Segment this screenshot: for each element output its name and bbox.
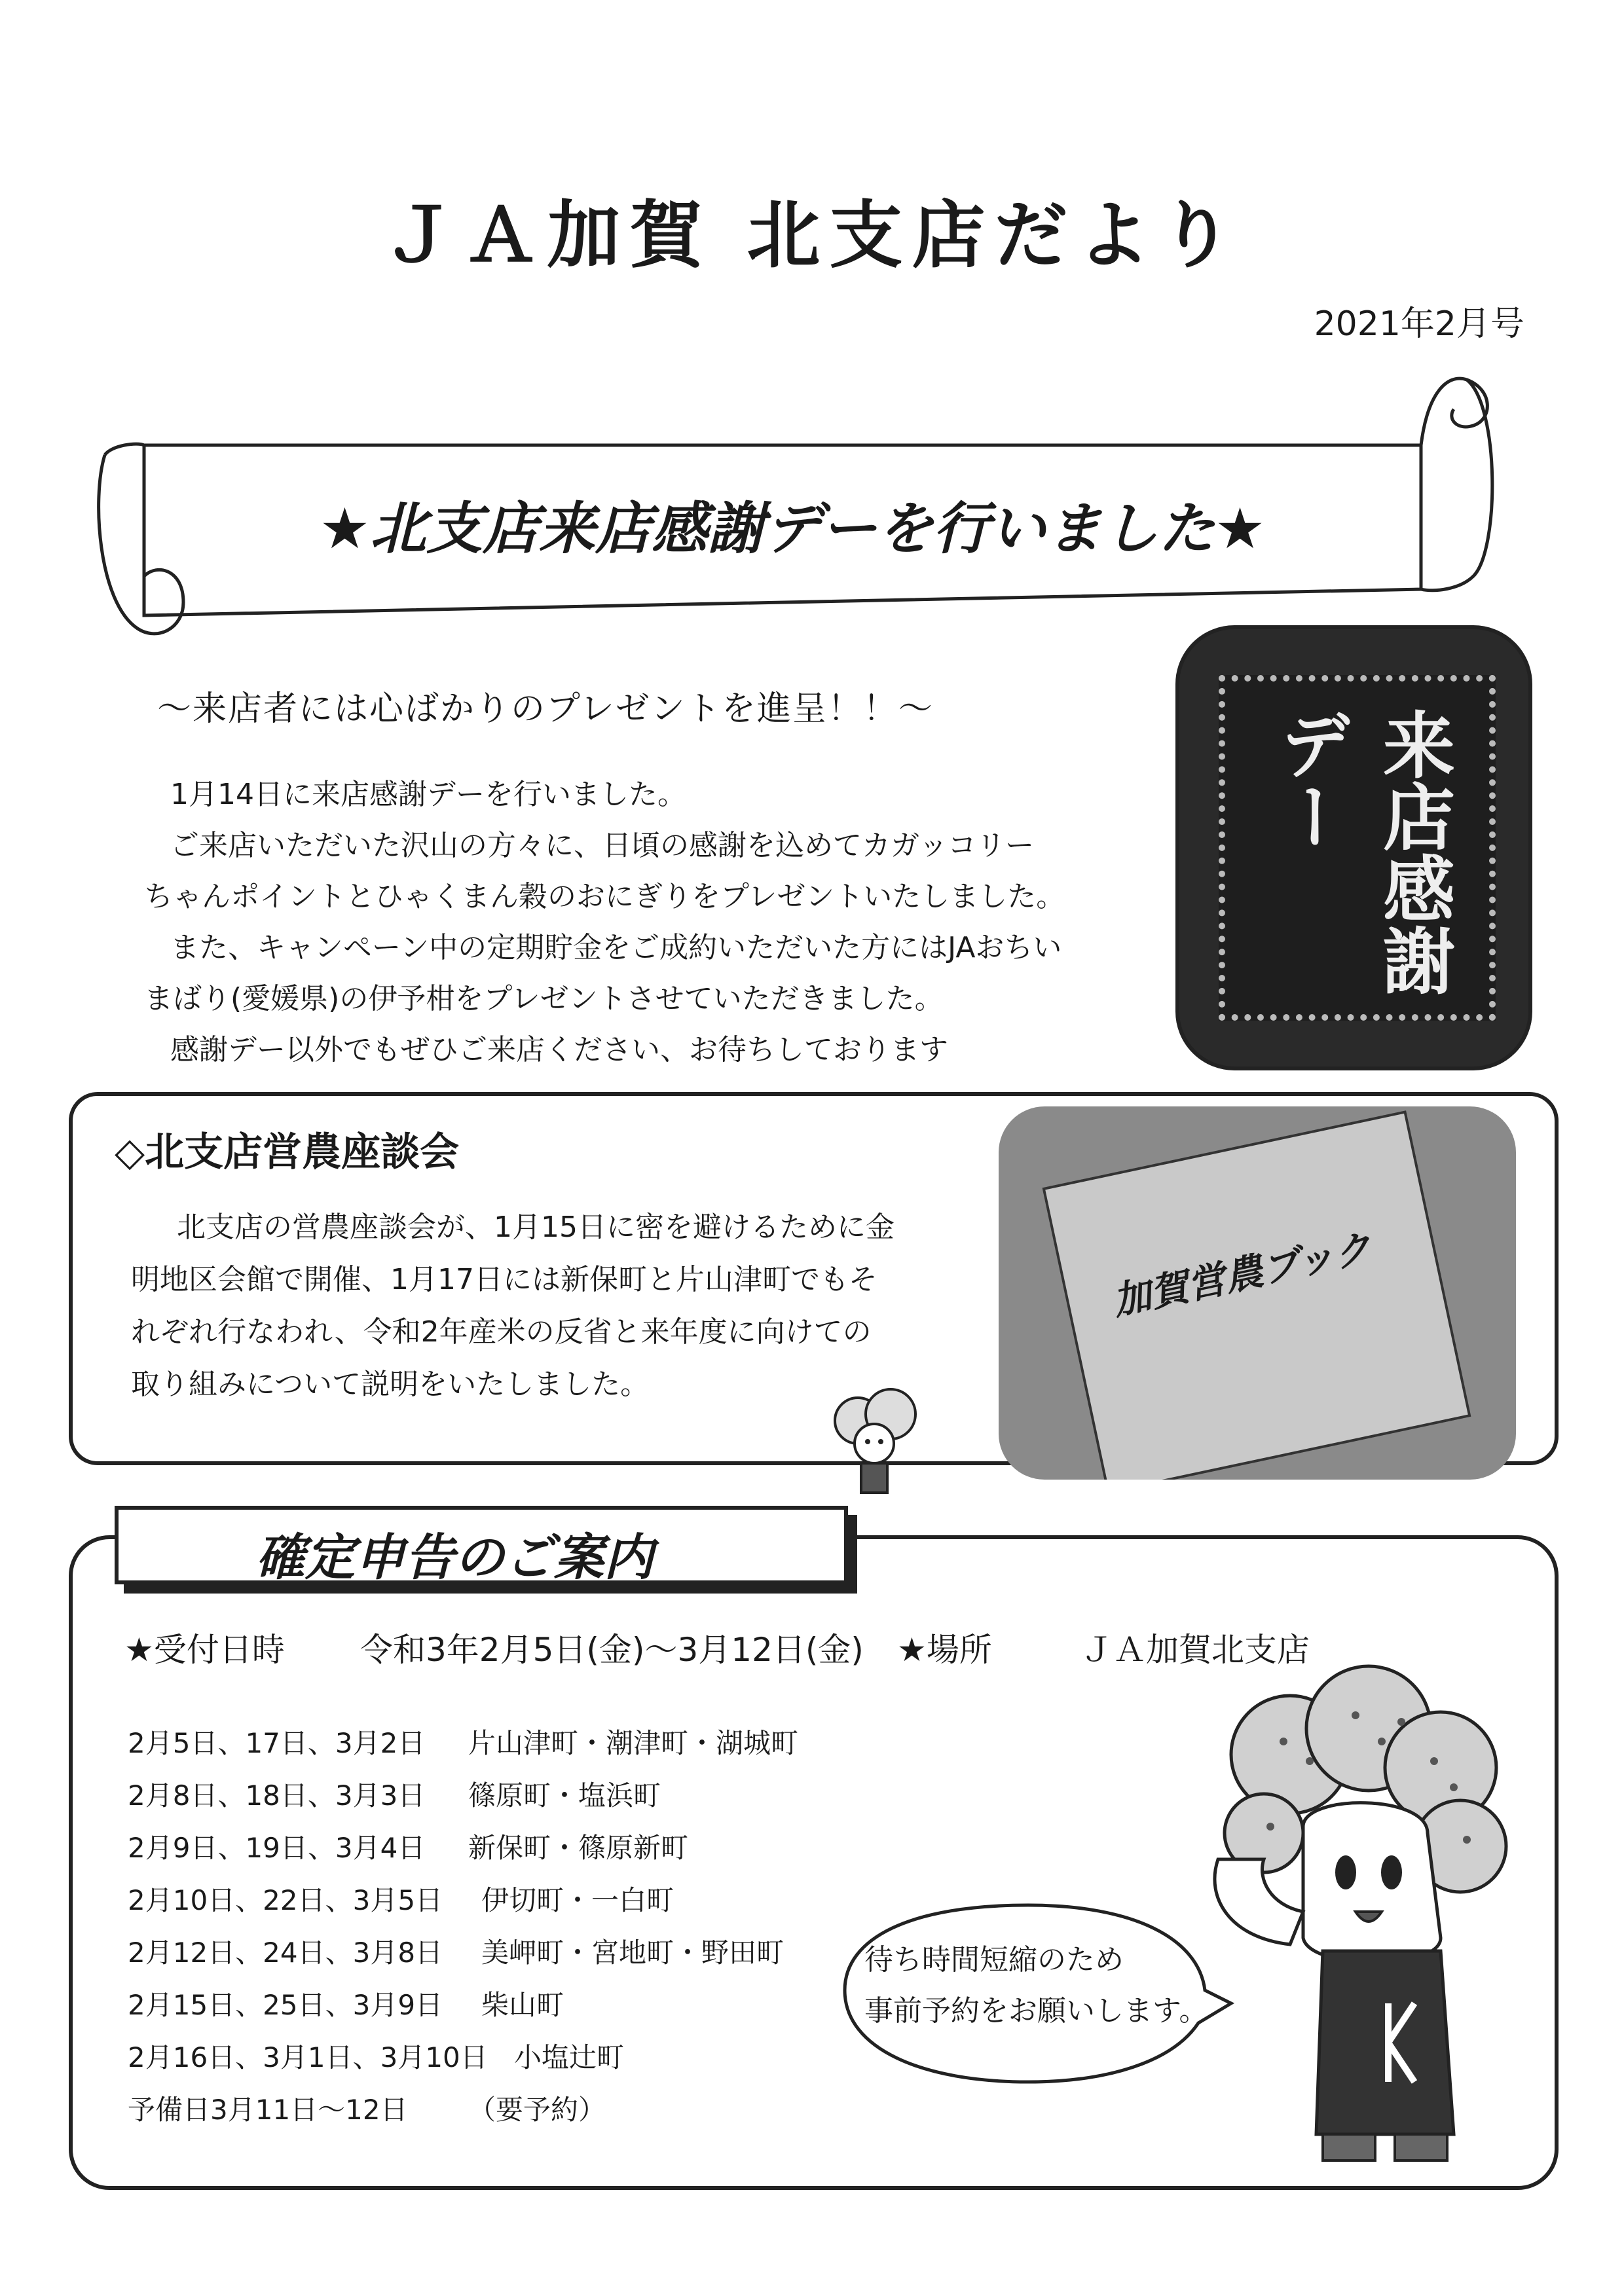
article1-line: 感謝デー以外でもぜひご来店ください、お待ちしております: [170, 1033, 948, 1066]
article2-line: 北支店の営農座談会が、1月15日に密を避けるために金: [177, 1211, 895, 1244]
schedule-areas: 伊切町・一白町: [481, 1884, 674, 1916]
schedule-areas: 柴山町: [481, 1989, 564, 2021]
bubble-text: [864, 1935, 1208, 2037]
sign-board-text: 来店感謝デー: [1268, 708, 1456, 996]
schedule-areas: 新保町・篠原新町: [468, 1832, 689, 1864]
newsletter-title: ＪＡ加賀 北支店だより: [382, 193, 1242, 278]
schedule-dates: 2月10日、22日、3月5日: [128, 1884, 443, 1916]
article2-body: [131, 1201, 969, 1411]
issue-date: 2021年2月号: [1314, 304, 1524, 344]
article1-line: まばり(愛媛県)の伊予柑をプレゼントさせていただきました。: [144, 982, 944, 1015]
schedule-areas: 片山津町・潮津町・湖城町: [468, 1727, 799, 1759]
reception-dates: 令和3年2月5日(金)～3月12日(金): [360, 1631, 864, 1669]
schedule-areas: 美岬町・宮地町・野田町: [481, 1937, 784, 1969]
farming-book-photo: [999, 1106, 1516, 1480]
article1-banner-title: ★北支店来店感謝デーを行いました★: [319, 496, 1266, 562]
broccoli-mascot-icon: [1192, 1663, 1532, 2174]
schedule-dates: 2月16日、3月1日、3月10日: [128, 2041, 488, 2073]
article1-line: ちゃんポイントとひゃくまん穀のおにぎりをプレゼントいたしました。: [144, 880, 1065, 913]
reception-label: ★受付日時: [124, 1631, 285, 1669]
schedule-dates: 2月8日、18日、3月3日: [128, 1779, 426, 1812]
bubble-line: 事前予約をお願いします。: [864, 1994, 1208, 2028]
bubble-line: 待ち時間短縮のため: [864, 1943, 1124, 1977]
schedule-areas: 篠原町・塩浜町: [468, 1779, 661, 1812]
schedule-dates: 予備日3月11日～12日: [128, 2094, 408, 2126]
schedule-dates: 2月5日、17日、3月2日: [128, 1727, 426, 1759]
schedule-areas: （要予約）: [468, 2094, 606, 2126]
article2-line: 取り組みについて説明をいたしました。: [131, 1368, 650, 1401]
place-label: ★場所: [897, 1631, 992, 1669]
schedule-dates: 2月12日、24日、3月8日: [128, 1937, 443, 1969]
schedule-areas: 小塩辻町: [514, 2041, 625, 2073]
article3-heading: 確定申告のご案内: [255, 1528, 654, 1586]
article2-line: れぞれ行なわれ、令和2年産米の反省と来年度に向けての: [131, 1315, 872, 1349]
article2-heading: ◇北支店営農座談会: [115, 1129, 460, 1175]
article1-subtitle: ～来店者には心ばかりのプレゼントを進呈！！～: [157, 689, 934, 729]
article1-line: 1月14日に来店感謝デーを行いました。: [170, 778, 686, 811]
broccoli-mascot-small-icon: [812, 1381, 943, 1499]
schedule-dates: 2月9日、19日、3月4日: [128, 1832, 426, 1864]
article1-body: [144, 769, 1166, 1076]
article2-line: 明地区会館で開催、1月17日には新保町と片山津町でもそ: [131, 1263, 877, 1296]
schedule-dates: 2月15日、25日、3月9日: [128, 1989, 443, 2021]
article1-line: ご来店いただいた沢山の方々に、日頃の感謝を込めてカガッコリー: [170, 829, 1035, 862]
place-value: ＪＡ加賀北支店: [1080, 1631, 1310, 1669]
article1-line: また、キャンペーン中の定期貯金をご成約いただいた方にはJAおちい: [170, 931, 1062, 964]
sign-board-photo: [1175, 625, 1532, 1070]
book-title: 加賀営農ブック: [1109, 1225, 1376, 1324]
